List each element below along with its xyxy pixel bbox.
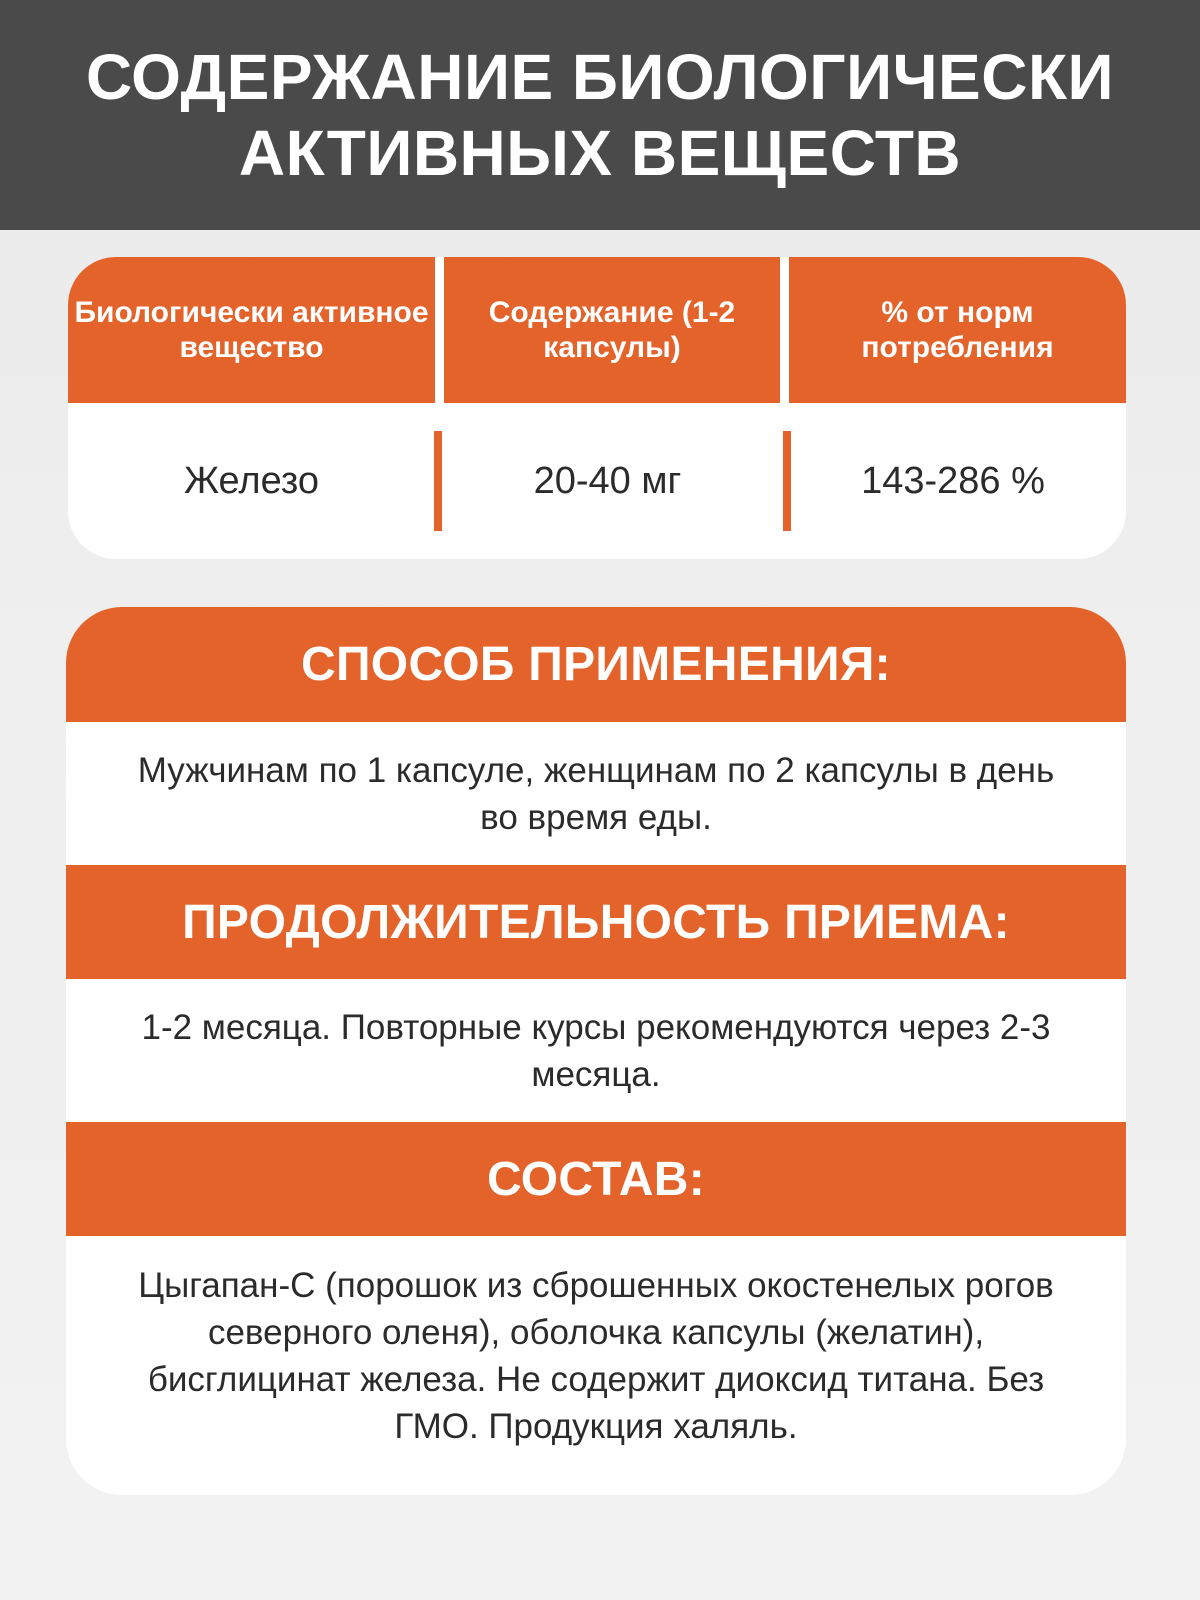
page-header [0, 0, 1200, 230]
table-header-row [68, 257, 1126, 403]
section-title-usage: СПОСОБ ПРИМЕНЕНИЯ: [66, 607, 1126, 722]
section-title-duration: ПРОДОЛЖИТЕЛЬНОСТЬ ПРИЕМА: [66, 865, 1126, 979]
column-header-percent: % от норм потребления [789, 257, 1126, 403]
column-header-substance: Биологически активное вещество [68, 257, 435, 403]
column-divider [783, 431, 791, 531]
nutrient-table [68, 257, 1126, 559]
cell-percent: 143-286 % [861, 459, 1045, 502]
usage-text: Мужчинам по 1 капсуле, женщинам по 2 капсулы в день во время еды. [137, 750, 1055, 837]
page-title: СОДЕРЖАНИЕ БИОЛОГИЧЕСКИ АКТИВНЫХ ВЕЩЕСТВ [85, 41, 1115, 189]
table-row [68, 403, 1126, 559]
cell-substance: Железо [183, 459, 320, 502]
duration-text: 1-2 месяца. Повторные курсы рекомендуются через 2-3 месяца. [141, 1007, 1051, 1094]
section-text-duration [66, 979, 1126, 1122]
section-title-composition: СОСТАВ: [66, 1122, 1126, 1236]
info-card [66, 607, 1126, 1495]
section-text-usage [66, 722, 1126, 865]
section-text-composition [66, 1236, 1126, 1476]
column-divider [434, 431, 442, 531]
composition-text: Цыгапан-С (порошок из сброшенных окостенелых рогов северного оленя), оболочка капсулы (желатин), бисглицинат железа. Не содержит диоксид титана. Без ГМО. Продукция халяль. [138, 1266, 1054, 1446]
column-header-content: Содержание (1-2 капсулы) [444, 257, 780, 403]
cell-content: 20-40 мг [533, 459, 682, 502]
